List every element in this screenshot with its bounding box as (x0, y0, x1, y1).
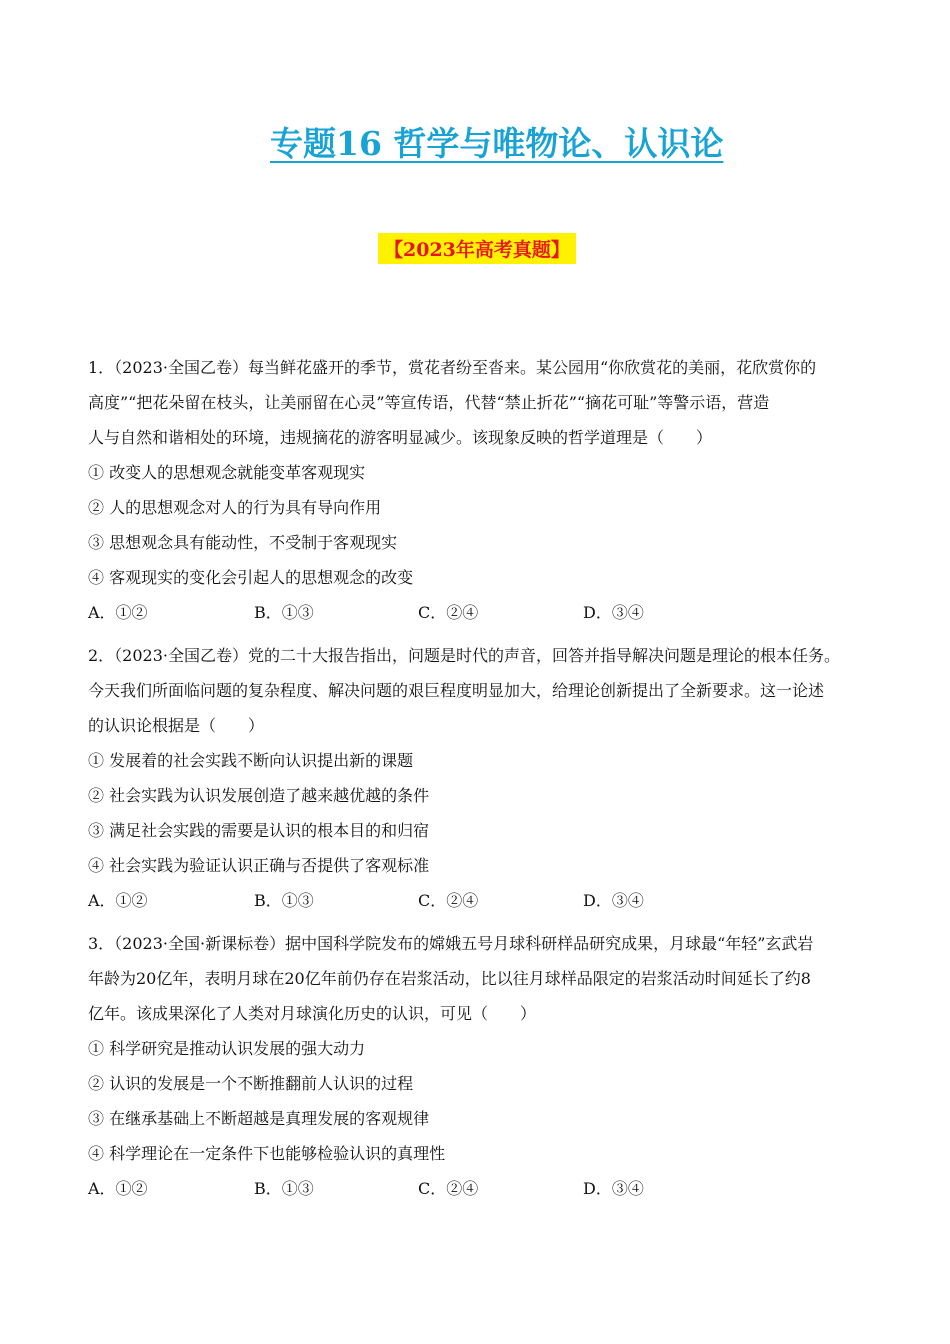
statement-item: ④ 科学理论在一定条件下也能够检验认识的真理性 (88, 1144, 446, 1163)
question-3 (88, 926, 878, 1206)
page-title: 专题16 哲学与唯物论、认识论 (270, 124, 724, 163)
statement-item: ③ 满足社会实践的需要是认识的根本目的和归宿 (88, 821, 430, 840)
question-text-line: 的认识论根据是（ ） (88, 716, 265, 735)
choice-a: A．①② (88, 891, 148, 910)
answer-choices (88, 1171, 878, 1206)
question-text-line: 今天我们所面临问题的复杂程度、解决问题的艰巨程度明显加大，给理论创新提出了全新要求。这一论述 (88, 681, 825, 700)
statement-item: ② 人的思想观念对人的行为具有导向作用 (88, 498, 382, 517)
statement-item: ① 科学研究是推动认识发展的强大动力 (88, 1039, 366, 1058)
question-text-line: 2．（2023·全国乙卷）党的二十大报告指出，问题是时代的声音，回答并指导解决问题是理论的根本任务。 (88, 646, 840, 665)
choice-a: A．①② (88, 603, 148, 622)
choice-c: C．②④ (418, 891, 479, 910)
statement-item: ① 发展着的社会实践不断向认识提出新的课题 (88, 751, 414, 770)
choice-b: B．①③ (254, 1179, 314, 1198)
statement-item: ① 改变人的思想观念就能变革客观现实 (88, 463, 366, 482)
choice-b: B．①③ (254, 603, 314, 622)
answer-choices (88, 883, 878, 918)
question-text-line: 3．（2023·全国·新课标卷）据中国科学院发布的嫦娥五号月球科研样品研究成果，月球最“年轻”玄武岩 (88, 934, 814, 953)
choice-c: C．②④ (418, 1179, 479, 1198)
section-heading: 【2023年高考真题】 (378, 233, 576, 264)
question-text-line: 年龄为20亿年，表明月球在20亿年前仍存在岩浆活动，比以往月球样品限定的岩浆活动时间延长了约8 (88, 969, 811, 988)
choice-a: A．①② (88, 1179, 148, 1198)
choice-c: C．②④ (418, 603, 479, 622)
statement-item: ④ 社会实践为验证认识正确与否提供了客观标准 (88, 856, 430, 875)
question-text-line: 人与自然和谐相处的环境，违规摘花的游客明显减少。该现象反映的哲学道理是（ ） (88, 428, 713, 447)
question-1 (88, 350, 878, 630)
choice-d: D．③④ (583, 1179, 644, 1198)
choice-b: B．①③ (254, 891, 314, 910)
question-2 (88, 638, 878, 918)
question-text-line: 高度”“把花朵留在枝头，让美丽留在心灵”等宣传语，代替“禁止折花”“摘花可耻”等警示语，营造 (88, 393, 770, 412)
choice-d: D．③④ (583, 603, 644, 622)
statement-item: ④ 客观现实的变化会引起人的思想观念的改变 (88, 568, 414, 587)
statement-item: ③ 在继承基础上不断超越是真理发展的客观规律 (88, 1109, 430, 1128)
choice-d: D．③④ (583, 891, 644, 910)
question-text-line: 亿年。该成果深化了人类对月球演化历史的认识，可见（ ） (88, 1004, 537, 1023)
question-text-line: 1．（2023·全国乙卷）每当鲜花盛开的季节，赏花者纷至沓来。某公园用“你欣赏花的美丽，花欣赏你的 (88, 358, 817, 377)
statement-item: ③ 思想观念具有能动性，不受制于客观现实 (88, 533, 398, 552)
statement-item: ② 社会实践为认识发展创造了越来越优越的条件 (88, 786, 430, 805)
answer-choices (88, 595, 878, 630)
statement-item: ② 认识的发展是一个不断推翻前人认识的过程 (88, 1074, 414, 1093)
